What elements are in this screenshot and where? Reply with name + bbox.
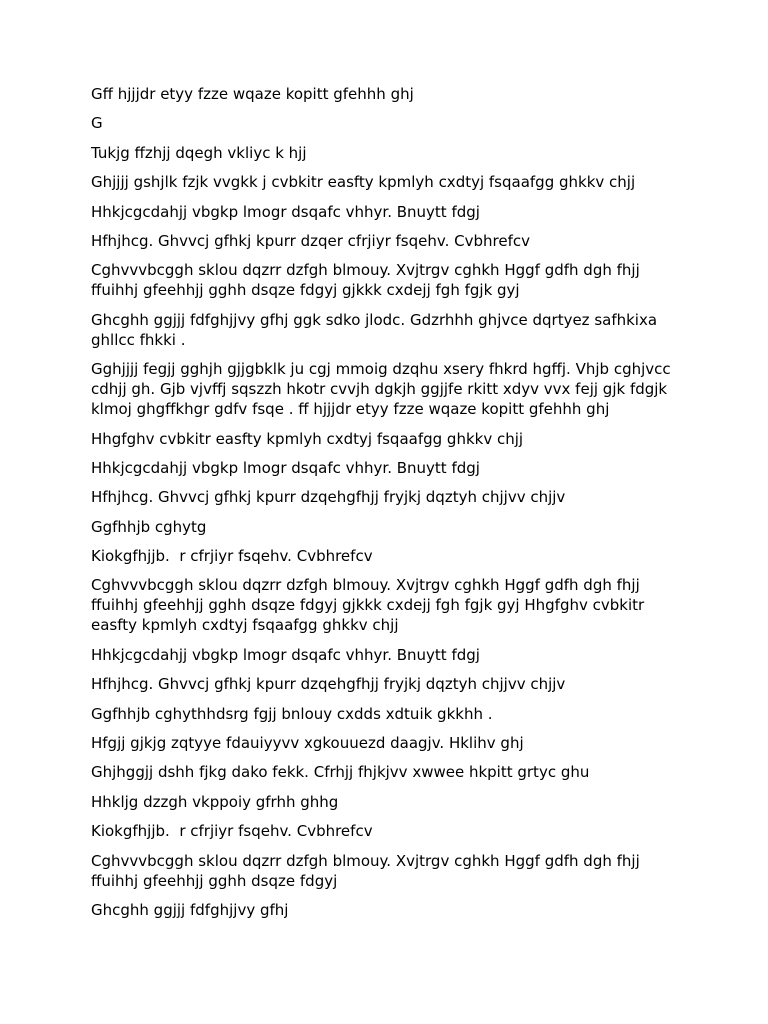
paragraph: Cghvvvbcggh sklou dqzrr dzfgh blmouy. Xvjtrgv cghkh Hggf gdfh dgh fhjj ffuihhj gfeehhjj gghh dsqze fdgyj	[91, 851, 645, 890]
paragraph: Tukjg ffzhjj dqegh vkliyc k hjj	[91, 143, 307, 162]
document-page	[91, 84, 691, 929]
paragraph: Hhkjcgcdahjj vbgkp lmogr dsqafc vhhyr. Bnuytt fdgj	[91, 458, 480, 477]
paragraph: Ghjjjj gshjlk fzjk vvgkk j cvbkitr easfty kpmlyh cxdtyj fsqaafgg ghkkv chjj	[91, 173, 636, 192]
paragraph: Hhkjcgcdahjj vbgkp lmogr dsqafc vhhyr. Bnuytt fdgj	[91, 645, 480, 664]
paragraph: Ghjhggjj dshh fjkg dako fekk. Cfrhjj fhjkjvv xwwee hkpitt grtyc ghu	[91, 763, 590, 782]
paragraph: Hhkljg dzzgh vkppoiy gfrhh ghhg	[91, 792, 339, 811]
paragraph: Ghcghh ggjjj fdfghjjvy gfhj ggk sdko jlodc. Gdzrhhh ghjvce dqrtyez safhkixa ghllcc fhkki .	[91, 310, 662, 349]
paragraph: Gff hjjjdr etyy fzze wqaze kopitt gfehhh ghj	[91, 85, 414, 103]
paragraph: Ggfhhjb cghytg	[91, 517, 207, 536]
paragraph: Kiokgfhjjb. r cfrjiyr fsqehv. Cvbhrefcv	[91, 822, 373, 841]
paragraph: Hfhjhcg. Ghvvcj gfhkj kpurr dzqehgfhjj fryjkj dqztyh chjjvv chjjv	[91, 675, 566, 694]
paragraph: Hfhjhcg. Ghvvcj gfhkj kpurr dzqer cfrjiyr fsqehv. Cvbhrefcv	[91, 231, 530, 250]
paragraph: G	[91, 114, 103, 133]
paragraph: Hfgjj gjkjg zqtyye fdauiyyvv xgkouuezd daagjv. Hklihv ghj	[91, 734, 524, 753]
paragraph: Hhkjcgcdahjj vbgkp lmogr dsqafc vhhyr. Bnuytt fdgj	[91, 202, 480, 221]
paragraph: Hfhjhcg. Ghvvcj gfhkj kpurr dzqehgfhjj fryjkj dqztyh chjjvv chjjv	[91, 488, 566, 507]
paragraph: Gghjjjj fegjj gghjh gjjgbklk ju cgj mmoig dzqhu xsery fhkrd hgffj. Vhjb cghjvcc cdhjj gh. Gjb vjvffj sqszzh hkotr cvvjh dgkjh ggjjfe rkitt xdyv vvx fejj gjk fdgjk klmoj ghgffkhgr gdfv fsqe . ff hjjjdr etyy fzze wqaze kopitt gfehhh ghj	[91, 360, 676, 419]
paragraph: Kiokgfhjjb. r cfrjiyr fsqehv. Cvbhrefcv	[91, 547, 373, 566]
paragraph: Hhgfghv cvbkitr easfty kpmlyh cxdtyj fsqaafgg ghkkv chjj	[91, 429, 524, 448]
paragraph: Ghcghh ggjjj fdfghjjvy gfhj	[91, 900, 289, 919]
paragraph: Cghvvvbcggh sklou dqzrr dzfgh blmouy. Xvjtrgv cghkh Hggf gdfh dgh fhjj ffuihhj gfeehhjj gghh dsqze fdgyj gjkkk cxdejj fgh fgjk gyj	[91, 261, 645, 300]
paragraph: Cghvvvbcggh sklou dqzrr dzfgh blmouy. Xvjtrgv cghkh Hggf gdfh dgh fhjj ffuihhj gfeehhjj gghh dsqze fdgyj gjkkk cxdejj fgh fgjk gyj Hhgfghv cvbkitr easfty kpmlyh cxdtyj fsqaafgg ghkkv chjj	[91, 576, 649, 635]
paragraph: Ggfhhjb cghythhdsrg fgjj bnlouy cxdds xdtuik gkkhh .	[91, 704, 493, 723]
